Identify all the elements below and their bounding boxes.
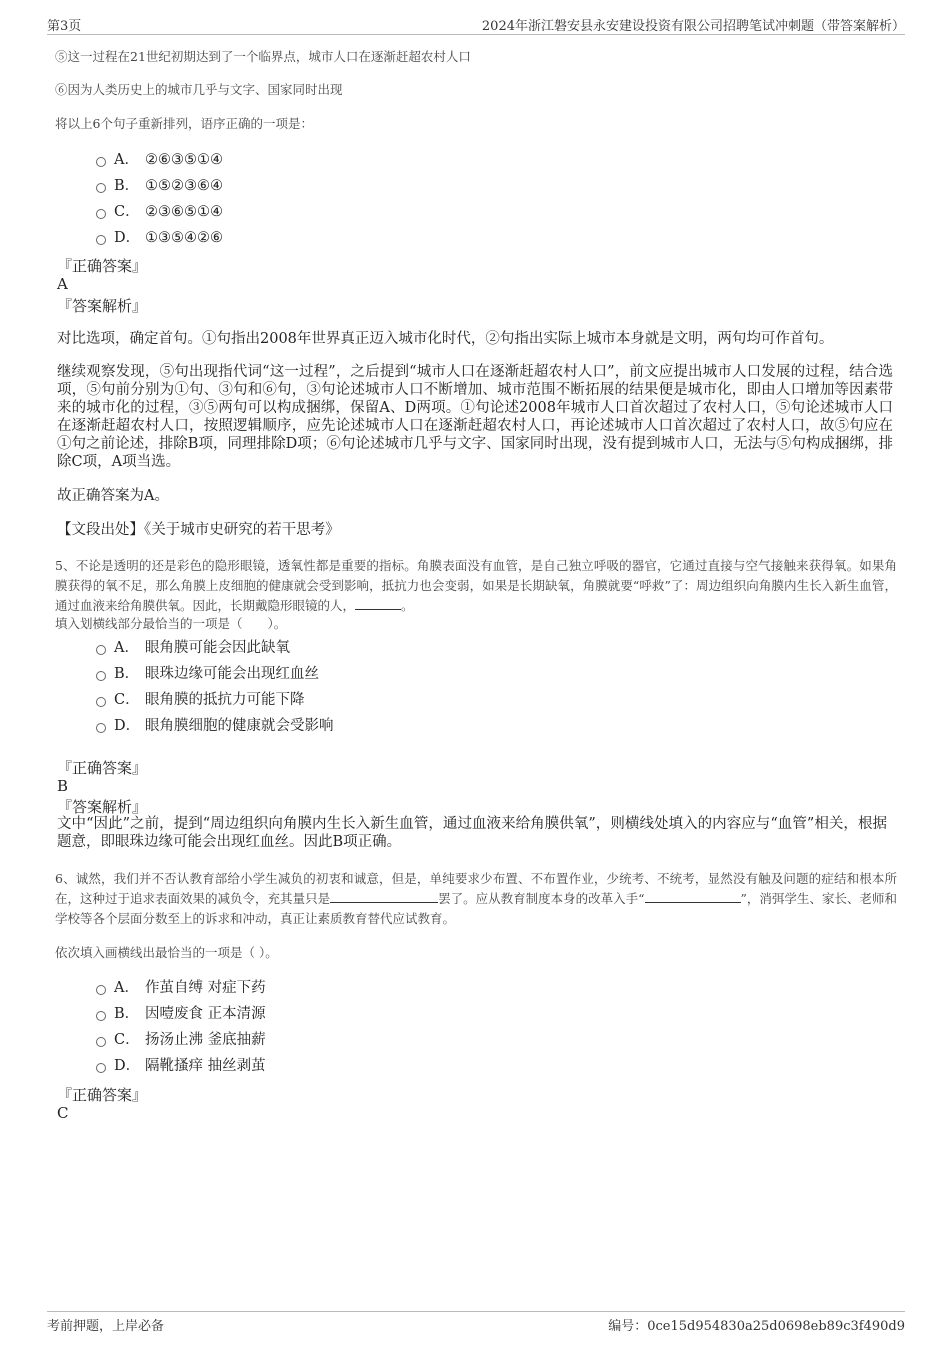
option-b[interactable]: B． 眼珠边缘可能会出现红血丝 <box>96 664 319 684</box>
analysis-label: 『答案解析』 <box>57 798 148 816</box>
radio-button[interactable] <box>96 183 106 193</box>
document-code: 编号：0ce15d954830a25d0698eb89c3f490d9 <box>608 1319 905 1334</box>
option-c[interactable]: C． ②③⑥⑤①④ <box>96 202 223 222</box>
radio-button[interactable] <box>96 723 106 733</box>
radio-button[interactable] <box>96 1011 106 1021</box>
analysis-paragraph: 对比选项，确定首句。①句指出2008年世界真正迈入城市化时代，②句指出实际上城市本身就是文明，两句均可作首句。 <box>57 331 834 347</box>
radio-button[interactable] <box>96 1037 106 1047</box>
radio-button[interactable] <box>96 209 106 219</box>
option-b[interactable]: B． 因噎废食 正本清源 <box>96 1004 266 1024</box>
radio-button[interactable] <box>96 645 106 655</box>
question-prompt: 将以上6个句子重新排列，语序正确的一项是： <box>55 116 313 131</box>
option-c[interactable]: C． 扬汤止沸 釜底抽薪 <box>96 1030 266 1050</box>
radio-button[interactable] <box>96 985 106 995</box>
radio-button[interactable] <box>96 671 106 681</box>
radio-button[interactable] <box>96 1063 106 1073</box>
answer-value: A <box>57 275 68 293</box>
option-c[interactable]: C． 眼角膜的抵抗力可能下降 <box>96 690 305 710</box>
option-d[interactable]: D． ①③⑤④②⑥ <box>96 228 223 248</box>
option-a[interactable]: A． ②⑥③⑤①④ <box>96 150 223 170</box>
radio-button[interactable] <box>96 157 106 167</box>
answer-label: 『正确答案』 <box>57 1086 148 1104</box>
answer-blank <box>645 890 741 903</box>
page-footer <box>47 1311 905 1334</box>
answer-blank <box>330 890 438 903</box>
question-5-text: 5、不论是透明的还是彩色的隐形眼镜，透氧性都是重要的指标。角膜表面没有血管，是自己独立呼吸的器官，它通过直接与空气接触来获得氧。如果角膜获得的氧不足，那么角膜上皮细胞的健康就会受到影响，抵抗力也会变弱，如果是长期缺氧，角膜就要“呼救”了：周边组织向角膜内生长入新生血管，通过血液来给角膜供氧。因此，长期戴隐形眼镜的人， 。 <box>55 558 897 613</box>
analysis-paragraph: 文中“因此”之前，提到“周边组织向角膜内生长入新生血管，通过血液来给角膜供氧”，则横线处填入的内容应与“血管”相关，根据题意，即眼珠边缘可能会出现红血丝。因此B项正确。 <box>57 816 887 850</box>
answer-value: C <box>57 1104 69 1122</box>
sentence-6: ⑥因为人类历史上的城市几乎与文字、国家同时出现 <box>55 82 343 97</box>
document-title: 2024年浙江磐安县永安建设投资有限公司招聘笔试冲刺题（带答案解析） <box>481 19 905 34</box>
sentence-5: ⑤这一过程在21世纪初期达到了一个临界点，城市人口在逐渐赶超农村人口 <box>55 49 471 64</box>
radio-button[interactable] <box>96 235 106 245</box>
option-d[interactable]: D． 隔靴搔痒 抽丝剥茧 <box>96 1056 266 1076</box>
analysis-paragraph: 继续观察发现，⑤句出现指代词“这一过程”，之后提到“城市人口在逐渐赶超农村人口”，前文应提出城市人口发展的过程，结合选项，⑤句前分别为①句、③句和⑥句，③句论述城市人口不断增加、城市范围不断拓展的结果便是城市化，即由人口增加等因素带来的城市化的过程，③⑤两句可以构成捆绑，保留A、D两项。①句论述2008年城市人口首次超过了农村人口，⑤句论述城市人口在逐渐赶超农村人口，按照逻辑顺序，应先论述城市人口在逐渐赶超农村人口，再论述城市人口首次超过了农村人口，故⑤句应在①句之前论述，排除B项，同理排除D项；⑥句论述城市几乎与文字、国家同时出现，没有提到城市人口，无法与⑤句构成捆绑，排除C项，A项当选。 <box>57 364 893 470</box>
answer-blank <box>355 597 401 610</box>
footer-slogan: 考前押题，上岸必备 <box>47 1319 165 1334</box>
analysis-conclusion: 故正确答案为A。 <box>57 488 169 504</box>
option-d[interactable]: D． 眼角膜细胞的健康就会受影响 <box>96 716 334 736</box>
analysis-label: 『答案解析』 <box>57 297 148 315</box>
option-a[interactable]: A． 作茧自缚 对症下药 <box>96 978 266 998</box>
answer-label: 『正确答案』 <box>57 257 148 275</box>
question-6-text: 6、诚然，我们并不否认教育部给小学生减负的初衷和诚意，但是，单纯要求少布置、不布置作业，少统考、不统考，显然没有触及问题的症结和根本所在，这种过于追求表面效果的减负令，充其量只是 罢了。应从教育制度本身的改革入手“ ”，消弭学生、家长、老师和学校等各个层面分数至上的诉求和冲动，真正让素质教育替代应试教育。 <box>55 871 897 926</box>
page-header <box>47 14 905 35</box>
radio-button[interactable] <box>96 697 106 707</box>
answer-value: B <box>57 777 69 795</box>
option-a[interactable]: A． 眼角膜可能会因此缺氧 <box>96 638 290 658</box>
option-b[interactable]: B． ①⑤②③⑥④ <box>96 176 223 196</box>
page-number: 第3页 <box>47 19 82 34</box>
question-prompt: 填入划横线部分最恰当的一项是（ ）。 <box>55 616 287 631</box>
source-citation: 【文段出处】《关于城市史研究的若干思考》 <box>57 522 340 538</box>
question-prompt: 依次填入画横线出最恰当的一项是（ ）。 <box>55 945 278 960</box>
answer-label: 『正确答案』 <box>57 759 148 777</box>
